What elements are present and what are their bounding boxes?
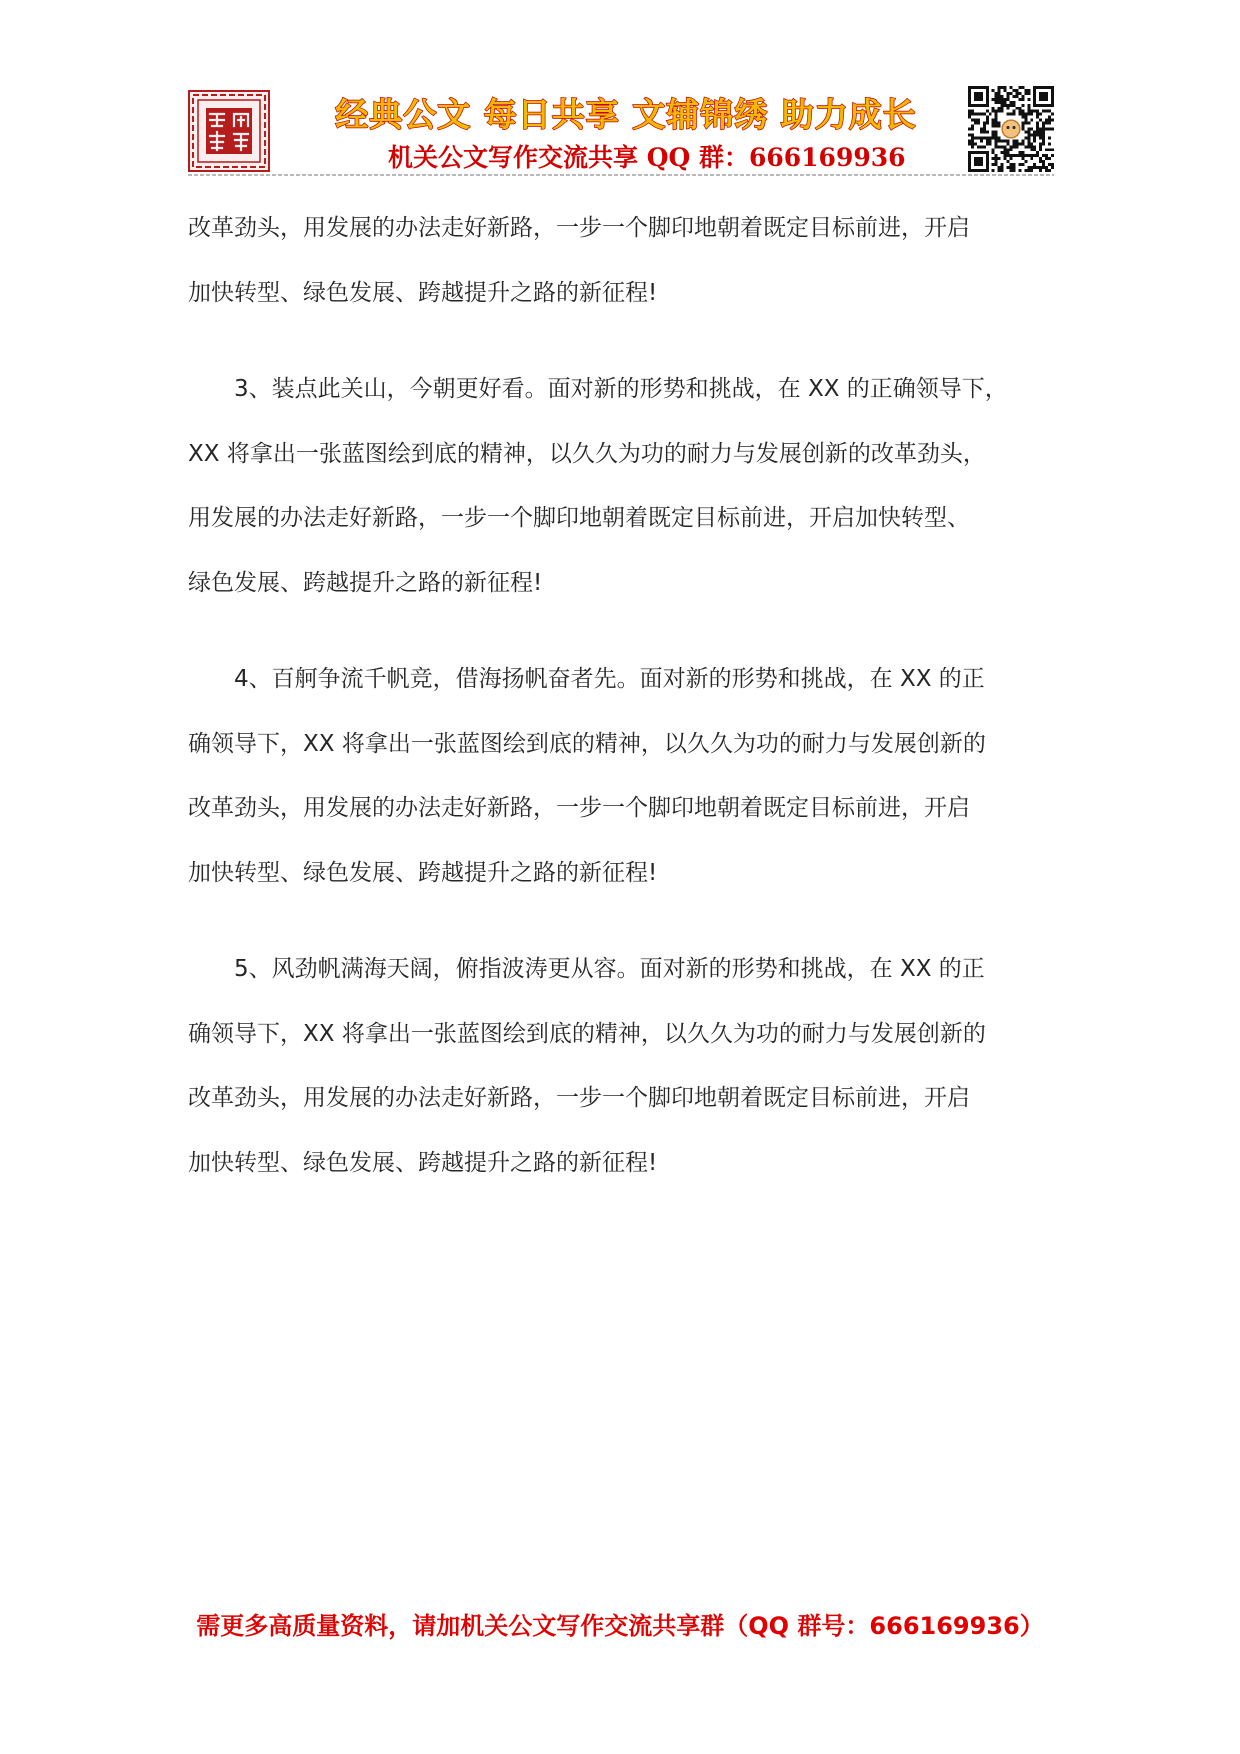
slogan-text: 经典公文 每日共享 文辅锦绣 助力成长 — [335, 95, 917, 134]
text-line: 确领导下，XX 将拿出一张蓝图绘到底的精神，以久久为功的耐力与发展创新的 — [188, 730, 986, 757]
text-line: 确领导下，XX 将拿出一张蓝图绘到底的精神，以久久为功的耐力与发展创新的 — [188, 1020, 986, 1047]
text-line: 加快转型、绿色发展、跨越提升之路的新征程! — [188, 279, 658, 306]
paragraph — [188, 196, 1068, 325]
header-divider — [188, 174, 1054, 176]
group-subtitle: 机关公文写作交流共享 QQ 群：666169936 — [388, 143, 906, 172]
text-line: XX 将拿出一张蓝图绘到底的精神，以久久为功的耐力与发展创新的改革劲头， — [188, 440, 986, 467]
qr-code-icon — [968, 86, 1054, 172]
text-line: 改革劲头，用发展的办法走好新路，一步一个脚印地朝着既定目标前进，开启 — [188, 1085, 970, 1111]
document-body — [188, 196, 1068, 1195]
footer-promo: 需更多高质量资料，请加机关公文写作交流共享群（QQ 群号：666169936） — [196, 1612, 1044, 1640]
text-line: 4、百舸争流千帆竞，借海扬帆奋者先。面对新的形势和挑战，在 XX 的正 — [234, 666, 985, 692]
text-line: 加快转型、绿色发展、跨越提升之路的新征程! — [188, 1149, 658, 1176]
header-banner — [188, 86, 1054, 174]
paragraph — [188, 647, 1068, 905]
text-line: 3、装点此关山，今朝更好看。面对新的形势和挑战，在 XX 的正确领导下， — [234, 376, 1008, 402]
text-line: 改革劲头，用发展的办法走好新路，一步一个脚印地朝着既定目标前进，开启 — [188, 795, 970, 821]
logo-seal-icon — [188, 90, 270, 172]
text-line: 绿色发展、跨越提升之路的新征程! — [188, 569, 543, 596]
text-line: 5、风劲帆满海天阔，俯指波涛更从容。面对新的形势和挑战，在 XX 的正 — [234, 956, 985, 982]
text-line: 加快转型、绿色发展、跨越提升之路的新征程! — [188, 859, 658, 886]
text-line: 用发展的办法走好新路，一步一个脚印地朝着既定目标前进，开启加快转型、 — [188, 505, 970, 531]
text-line: 改革劲头，用发展的办法走好新路，一步一个脚印地朝着既定目标前进，开启 — [188, 215, 970, 241]
paragraph — [188, 357, 1068, 615]
slogan-banner — [296, 88, 956, 138]
paragraph — [188, 937, 1068, 1195]
